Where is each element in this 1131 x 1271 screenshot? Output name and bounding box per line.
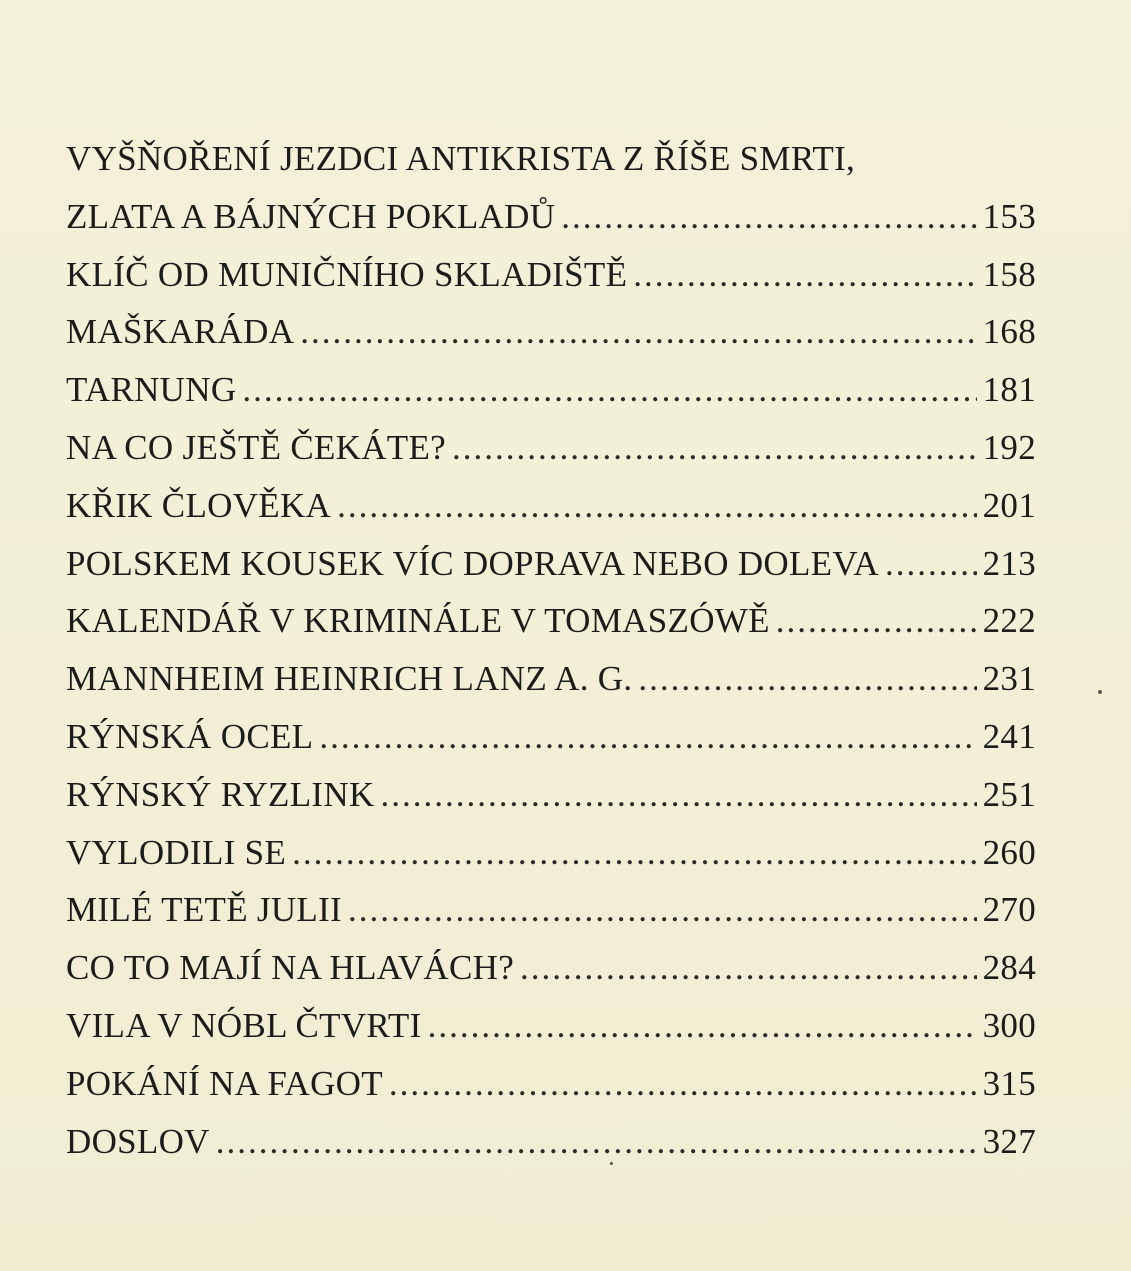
toc-entry [66,939,1036,997]
toc-entry [66,824,1036,882]
toc-entry-page-number: 284 [982,948,1036,988]
toc-entry-page-number: 181 [982,370,1036,410]
toc-dot-leader [633,246,976,304]
toc-entry-page-number: 168 [982,312,1036,352]
toc-entry-title: VILA V NÓBL ČTVRTI [66,1005,422,1045]
toc-entry [66,188,1036,246]
toc-entry-title: POLSKEM KOUSEK VÍC DOPRAVA NEBO DOLEVA [66,543,879,583]
toc-entry-title: TARNUNG [66,370,237,410]
toc-dot-leader [885,535,977,593]
toc-entry-page-number: 251 [982,774,1036,814]
toc-entry-page-number: 300 [982,1005,1036,1045]
toc-entry [66,592,1036,650]
toc-dot-leader [381,766,977,824]
toc-entry-title: ZLATA A BÁJNÝCH POKLADŮ [66,196,556,236]
toc-dot-leader [452,419,977,477]
toc-entry-page-number: 158 [982,254,1036,294]
toc-entry [66,303,1036,361]
toc-entry [66,1055,1036,1113]
toc-dot-leader [319,708,976,766]
toc-entry-title: CO TO MAJÍ NA HLAVÁCH? [66,948,515,988]
toc-dot-leader [348,881,977,939]
toc-entry-title: KALENDÁŘ V KRIMINÁLE V TOMASZÓWĚ [66,601,770,641]
toc-entry [66,246,1036,304]
toc-entry-page-number: 231 [982,659,1036,699]
toc-entry-page-number: 270 [982,890,1036,930]
toc-dot-leader [292,824,977,882]
toc-entry [66,650,1036,708]
toc-entry-title: KLÍČ OD MUNIČNÍHO SKLADIŠTĚ [66,254,628,294]
toc-entry-title: POKÁNÍ NA FAGOT [66,1063,383,1103]
toc-entry [66,1113,1036,1171]
paper-speck [1098,690,1102,694]
toc-entry-page-number: 315 [982,1063,1036,1103]
toc-entry-title: RÝNSKÁ OCEL [66,716,314,756]
toc-entry [66,766,1036,824]
toc-entry-page-number: 241 [982,716,1036,756]
toc-entry-page-number: 222 [982,601,1036,641]
toc-dot-leader [638,650,976,708]
toc-dot-leader [776,592,977,650]
toc-entry-title: VYŠŇOŘENÍ JEZDCI ANTIKRISTA Z ŘÍŠE SMRTI, [66,139,856,178]
toc-entry [66,997,1036,1055]
toc-dot-leader [300,303,976,361]
toc-dot-leader [428,997,977,1055]
table-of-contents [66,130,1036,1170]
toc-entry [66,535,1036,593]
toc-entry-title: KŘIK ČLOVĚKA [66,485,332,525]
toc-entry-page-number: 260 [982,832,1036,872]
toc-entry [66,708,1036,766]
toc-entry-page-number: 213 [982,543,1036,583]
toc-entries [66,188,1036,1171]
toc-entry-title: DOSLOV [66,1121,210,1161]
toc-entry-page-number: 192 [982,427,1036,467]
toc-entry [66,881,1036,939]
toc-dot-leader [216,1113,977,1171]
toc-dot-leader [337,477,976,535]
toc-entry [66,477,1036,535]
toc-entry-title: MILÉ TETĚ JULII [66,890,343,930]
toc-dot-leader [242,361,976,419]
toc-dot-leader [520,939,977,997]
toc-entry-title: MANNHEIM HEINRICH LANZ A. G. [66,659,633,699]
paper-speck [610,1162,613,1165]
toc-dot-leader [561,188,976,246]
toc-heading-line [66,130,1036,188]
toc-entry [66,419,1036,477]
toc-dot-leader [389,1055,977,1113]
toc-entry-title: VYLODILI SE [66,832,287,872]
toc-entry-page-number: 153 [982,196,1036,236]
toc-entry [66,361,1036,419]
toc-entry-title: NA CO JEŠTĚ ČEKÁTE? [66,427,446,467]
toc-entry-title: RÝNSKÝ RYZLINK [66,774,375,814]
toc-entry-page-number: 327 [982,1121,1036,1161]
toc-entry-title: MAŠKARÁDA [66,312,295,352]
toc-entry-page-number: 201 [982,485,1036,525]
